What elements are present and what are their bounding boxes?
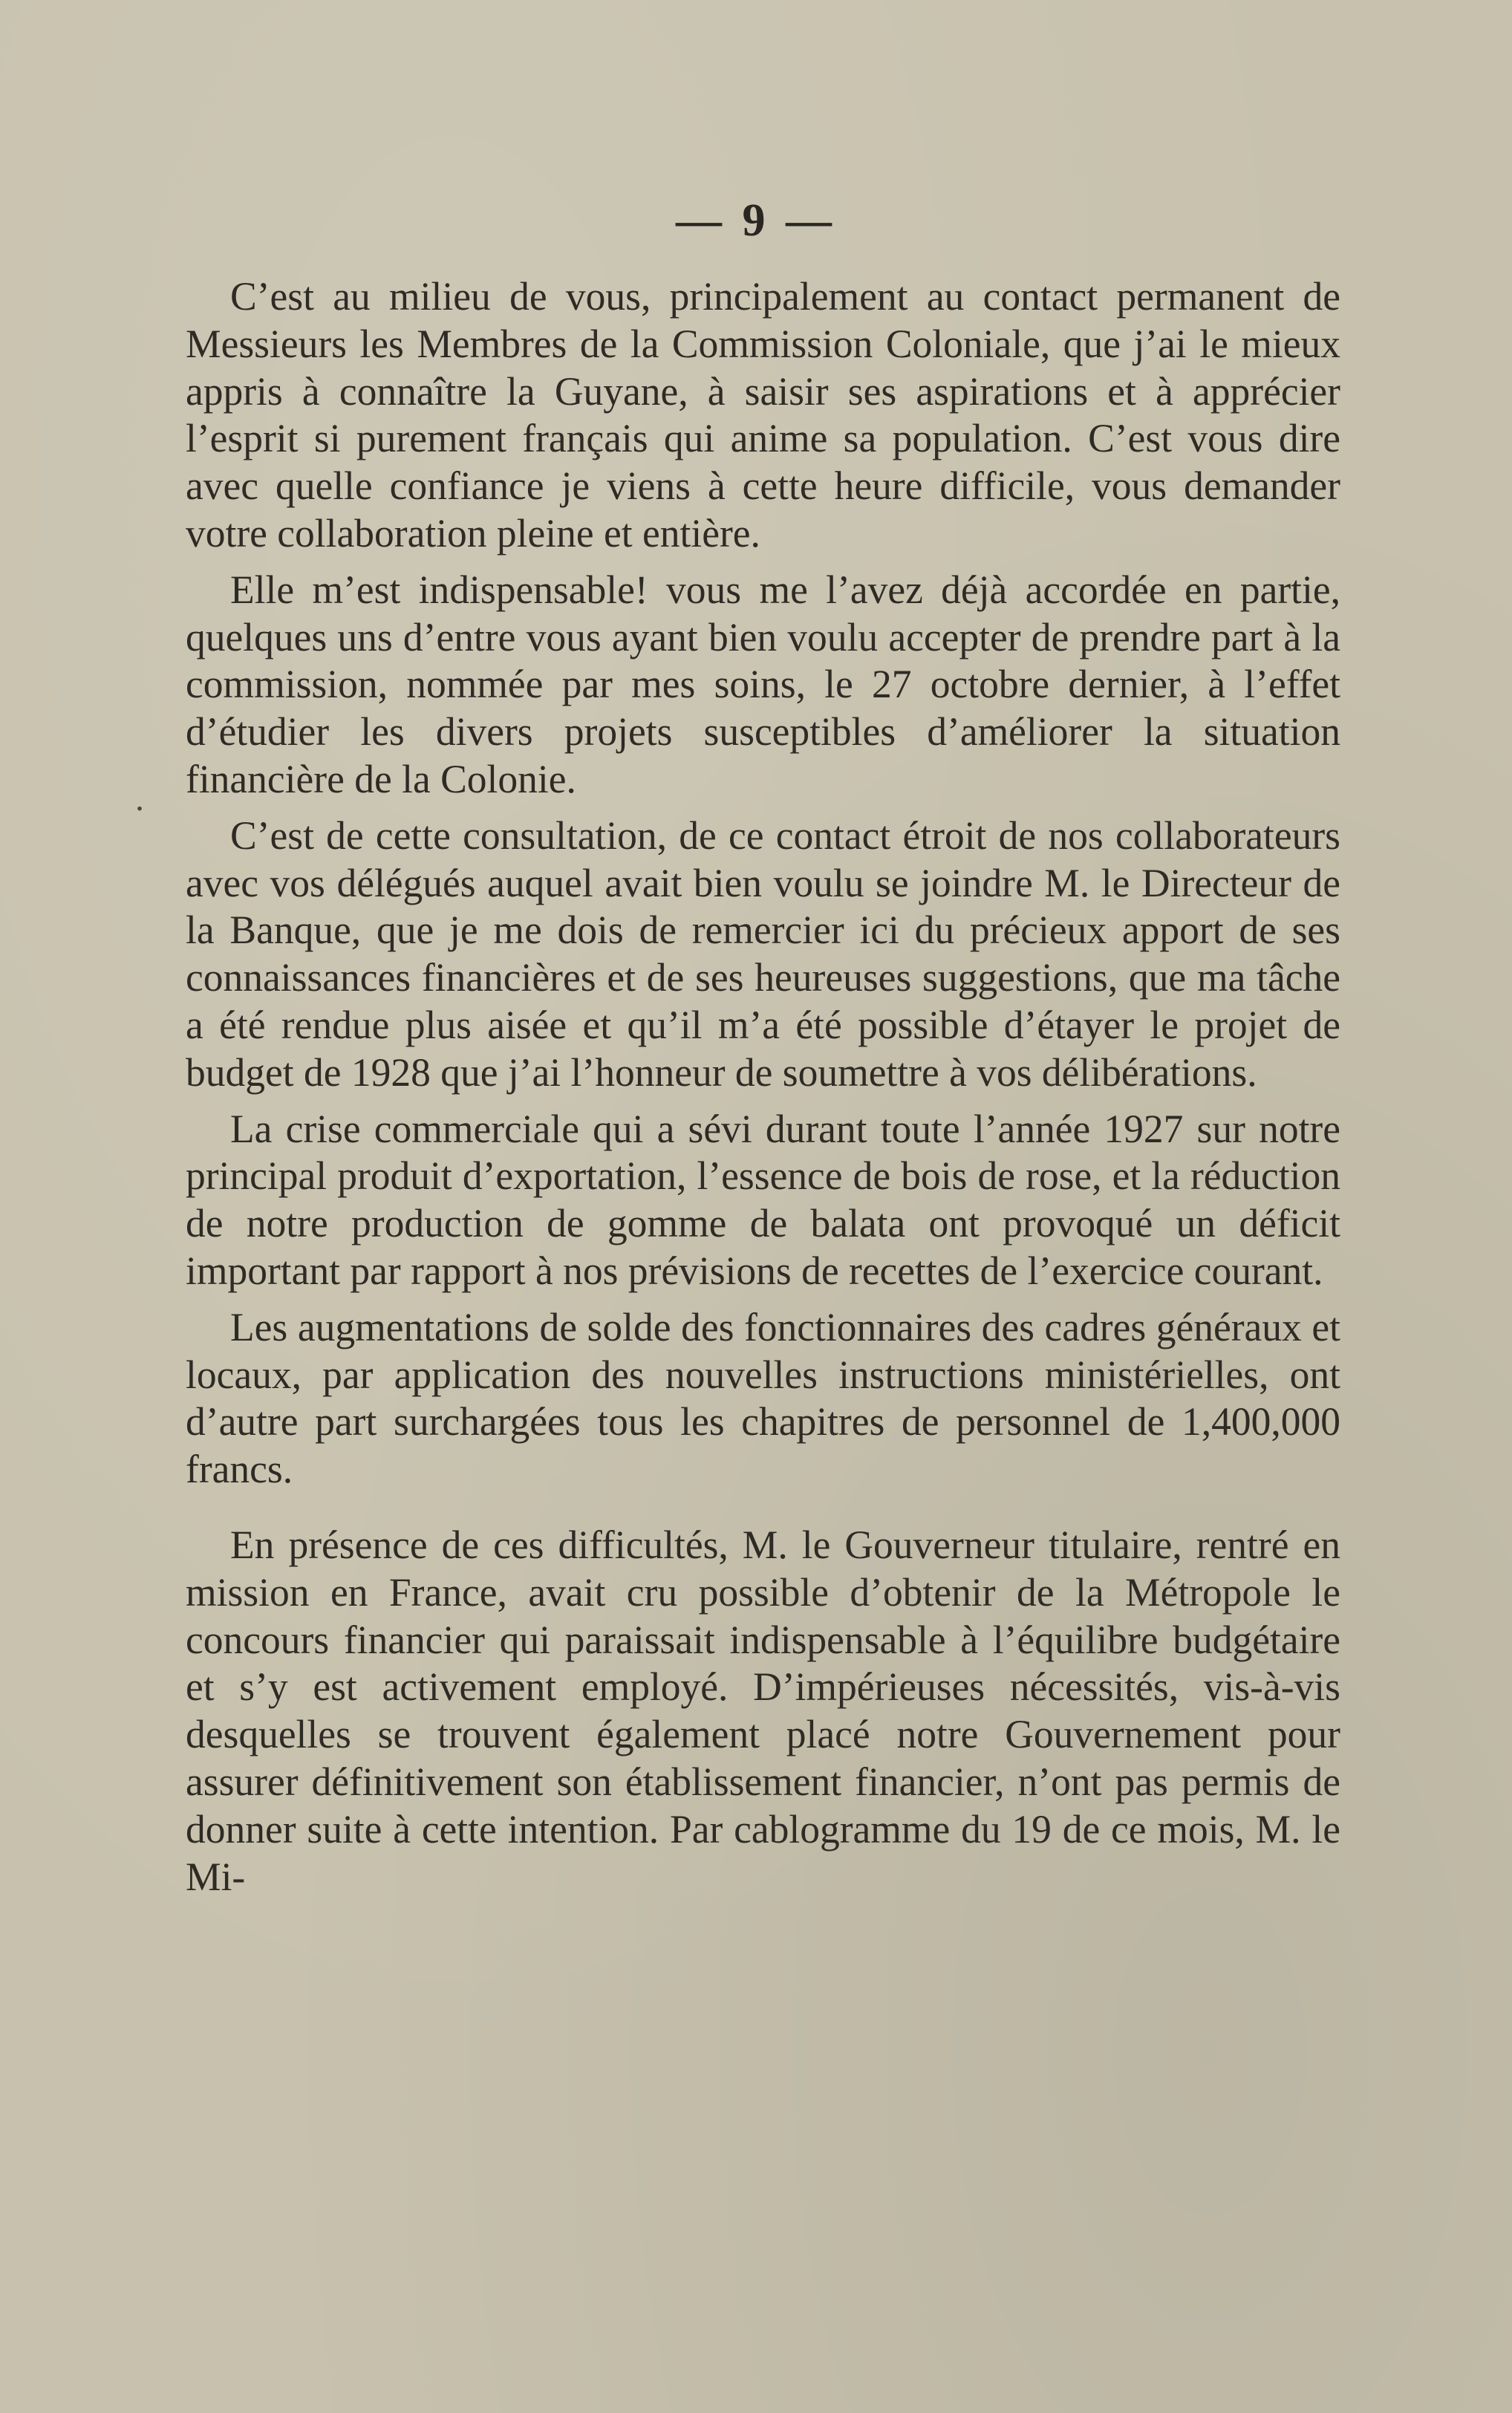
paragraph-4: La crise commerciale qui a sévi durant toute l’année 1927 sur notre principal produit d’exportation, l’essence de bois de rose, et la réduction de notre production de gomme de balata ont provoqué un déficit important par rapport à nos prévisions de recettes de l’exercice courant. — [186, 1106, 1340, 1293]
paragraph-3: C’est de cette consultation, de ce contact étroit de nos collaborateurs avec vos délégués auquel avait bien voulu se joindre M. le Directeur de la Banque, que je me dois de remercier ici du précieux apport de ses connaissances financières et de ses heureuses suggestions, que ma tâche a été rendue plus aisée et qu’il m’a été possible d’étayer le projet de budget de 1928 que j’ai l’honneur de soumettre à vos délibérations. — [186, 813, 1340, 1095]
paragraph-6: En présence de ces difficultés, M. le Gouverneur titulaire, rentré en mission en France, avait cru possible d’obtenir de la Métropole le concours financier qui paraissait indispensable à l’équilibre budgétaire et s’y est activement employé. D’impérieuses nécessités, vis-à-vis desquelles se trouvent également placé notre Gouvernement pour assurer définitivement son établissement financier, n’ont pas permis de donner suite à cette intention. Par cablogramme du 19 de ce mois, M. le Mi- — [186, 1522, 1340, 1899]
body-text — [186, 273, 1340, 1901]
paragraph-5: Les augmentations de solde des fonctionnaires des cadres généraux et locaux, par application des nouvelles instructions ministérielles, ont d’autre part surchargées tous les chapitres de personnel de 1,400,000 francs. — [186, 1304, 1340, 1492]
margin-mark: . — [135, 779, 144, 818]
paragraph-1: C’est au milieu de vous, principalement au contact permanent de Messieurs les Membres de la Commission Coloniale, que j’ai le mieux appris à connaître la Guyane, à saisir ses aspirations et à apprécier l’esprit si purement français qui anime sa population. C’est vous dire avec quelle confiance je viens à cette heure difficile, vous demander votre collaboration pleine et entière. — [186, 274, 1340, 556]
paragraph-2: Elle m’est indispensable! vous me l’avez déjà accordée en partie, quelques uns d’entre vous ayant bien voulu accepter de prendre part à la commission, nommée par mes soins, le 27 octobre dernier, à l’effet d’étudier les divers projets susceptibles d’améliorer la situation financière de la Colonie. — [186, 567, 1340, 801]
page-number: — 9 — — [676, 195, 836, 246]
